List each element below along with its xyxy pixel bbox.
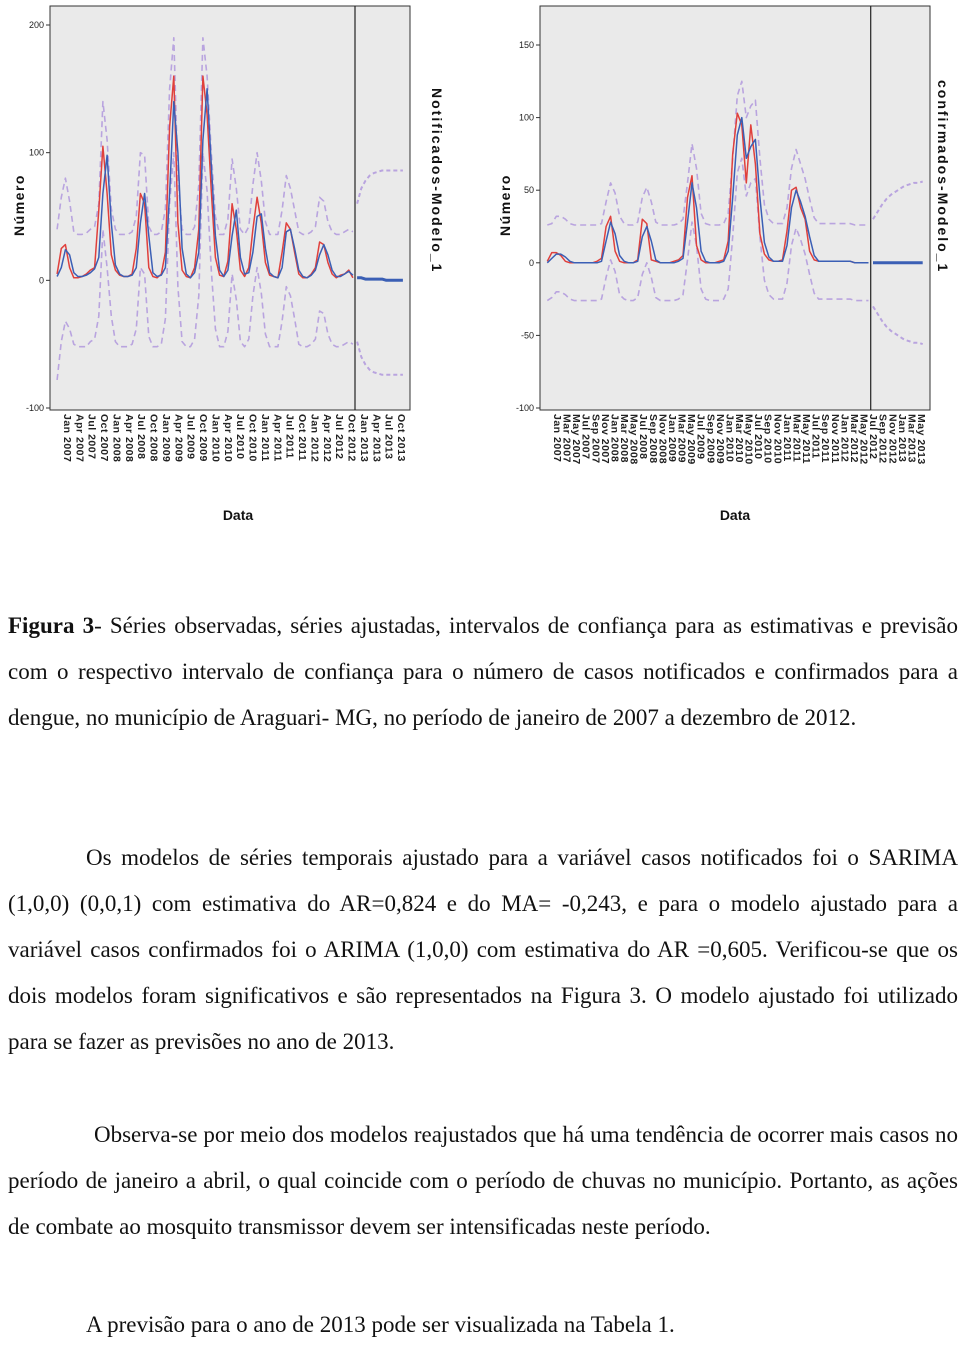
y-tick-label: 50	[523, 185, 534, 196]
y-tick-label: 100	[518, 112, 534, 123]
x-tick-label: Mar 2009	[675, 414, 688, 463]
x-tick-label: Jul 2010	[752, 414, 765, 460]
x-tick-label: Apr 2011	[271, 414, 284, 462]
x-tick-label: Oct 2008	[147, 414, 160, 462]
x-tick-label: Apr 2012	[320, 414, 333, 463]
y-tick-label: 0	[528, 257, 534, 268]
x-tick-label: Jan 2008	[110, 414, 123, 463]
x-tick-label: Oct 2009	[197, 414, 210, 462]
x-tick-label: Oct 2013	[395, 414, 407, 462]
paragraph-models: Os modelos de séries temporais ajustado para a variável casos notificados foi o SARIMA (1,0,0) (0,0,1) com estimativa do AR=0,824 e do MA= -0,243, e para o modelo ajustado para a variável casos confirmados foi o ARIMA (1,0,0) com estimativa do AR =0,605. Verificou-se que os dois modelos foram significativos e são representados na Figura 3. O modelo ajustado foi utilizado para se fazer as previsões no ano de 2013.	[8, 845, 958, 1054]
x-tick-label: Nov 2012	[886, 414, 899, 465]
x-tick-label: Jul 2011	[283, 414, 296, 459]
x-tick-label: May 2008	[627, 414, 640, 465]
x-tick-label: Oct 2011	[296, 414, 308, 462]
x-tick-label: Jan 2009	[665, 414, 678, 463]
x-tick-label: Jul 2011	[809, 414, 822, 459]
x-tick-label: Nov 2009	[713, 414, 726, 465]
y-tick-label: 100	[28, 147, 44, 158]
x-axis-label: Data	[222, 507, 254, 523]
x-tick-label: Jan 2012	[308, 414, 321, 463]
x-tick-label: May 2010	[742, 414, 755, 465]
x-tick-label: Mar 2013	[905, 414, 918, 463]
x-tick-label: May 2007	[570, 414, 583, 465]
x-tick-label: May 2012	[857, 414, 870, 465]
paragraph-observations: Observa-se por meio dos modelos reajustados que há uma tendência de ocorrer mais casos no período de janeiro a abril, o qual coincide com o período de chuvas no município. Portanto, as ações de combate ao mosquito transmissor devem ser intensificadas neste período.	[8, 1122, 958, 1239]
x-tick-label: Mar 2010	[733, 414, 745, 463]
x-tick-label: Jan 2010	[209, 414, 222, 463]
y-tick-label: 0	[38, 275, 44, 286]
x-tick-label: Jan 2009	[160, 414, 172, 463]
x-tick-label: Jan 2010	[723, 414, 736, 463]
chart-side-title: Notificados-Modelo_1	[429, 88, 445, 274]
x-tick-label: Mar 2008	[618, 414, 631, 463]
x-tick-label: Jan 2013	[357, 414, 370, 463]
y-axis-label: Número	[497, 174, 513, 236]
x-tick-label: Jan 2011	[258, 414, 271, 462]
chart-side-title: confirmados-Modelo_1	[935, 80, 951, 274]
chart-confirmados-svg	[490, 0, 960, 540]
x-tick-label: Sep 2009	[704, 414, 717, 464]
x-tick-label: May 2009	[685, 414, 698, 465]
x-tick-label: Sep 2011	[819, 414, 832, 463]
x-tick-label: Mar 2011	[790, 414, 803, 463]
x-tick-label: Jul 2010	[234, 414, 247, 460]
x-tick-label: Jul 2008	[637, 414, 650, 460]
x-axis-label: Data	[719, 507, 751, 523]
caption-label: Figura 3	[8, 613, 95, 638]
chart-notificados-svg	[0, 0, 460, 540]
chart-notificados	[0, 0, 460, 540]
x-tick-label: Jan 2008	[608, 414, 621, 463]
x-tick-label: Jul 2012	[867, 414, 880, 460]
x-tick-label: Nov 2007	[598, 414, 611, 465]
x-tick-label: Apr 2009	[172, 414, 185, 463]
y-tick-label: 200	[28, 20, 44, 30]
x-tick-label: Nov 2011	[828, 414, 841, 464]
x-tick-label: Apr 2008	[122, 414, 135, 463]
x-tick-label: Jul 2007	[85, 414, 98, 460]
x-tick-label: Jul 2009	[694, 414, 707, 460]
y-axis-label: Número	[11, 174, 27, 236]
x-tick-label: Nov 2008	[656, 414, 669, 465]
x-tick-label: Jul 2013	[382, 414, 395, 460]
x-tick-label: Apr 2007	[73, 414, 86, 463]
x-tick-label: Sep 2008	[646, 414, 659, 464]
x-tick-label: May 2011	[800, 414, 813, 465]
x-tick-label: Jul 2007	[579, 414, 592, 460]
x-tick-label: Jan 2007	[551, 414, 563, 463]
paragraph-forecast: A previsão para o ano de 2013 pode ser visualizada na Tabela 1.	[86, 1312, 675, 1337]
x-tick-label: Jul 2008	[135, 414, 148, 460]
x-tick-label: Jul 2012	[333, 414, 346, 460]
y-tick-label: -100	[515, 403, 534, 413]
y-tick-label: -50	[520, 330, 534, 341]
x-tick-label: Jan 2011	[780, 414, 793, 462]
figure-caption	[8, 603, 958, 741]
x-tick-label: Sep 2012	[876, 414, 889, 464]
x-tick-label: Mar 2007	[560, 414, 573, 463]
x-tick-label: Sep 2007	[589, 414, 602, 464]
y-tick-label: -100	[25, 403, 44, 413]
caption-text: - Séries observadas, séries ajustadas, intervalos de confiança para as estimativas e previsão com o respectivo intervalo de confiança para o número de casos notificados e confirmados para a dengue, no município de Araguari- MG, no período de janeiro de 2007 a dezembro de 2012.	[8, 613, 958, 730]
x-tick-label: Apr 2010	[221, 414, 234, 463]
y-tick-label: 150	[518, 40, 534, 50]
x-tick-label: Apr 2013	[370, 414, 383, 463]
x-tick-label: Jul 2009	[184, 414, 197, 460]
plot-area	[50, 6, 410, 410]
x-tick-label: Oct 2010	[246, 414, 259, 462]
x-tick-label: Oct 2007	[98, 414, 111, 462]
x-tick-label: Jan 2013	[895, 414, 908, 463]
x-tick-label: Jan 2012	[838, 414, 851, 463]
x-tick-label: May 2013	[915, 414, 927, 465]
x-tick-label: Mar 2012	[847, 414, 860, 463]
chart-confirmados	[490, 0, 960, 540]
x-tick-label: Jan 2007	[61, 414, 73, 463]
x-tick-label: Nov 2010	[771, 414, 784, 465]
x-tick-label: Sep 2010	[761, 414, 774, 464]
x-tick-label: Oct 2012	[345, 414, 358, 462]
